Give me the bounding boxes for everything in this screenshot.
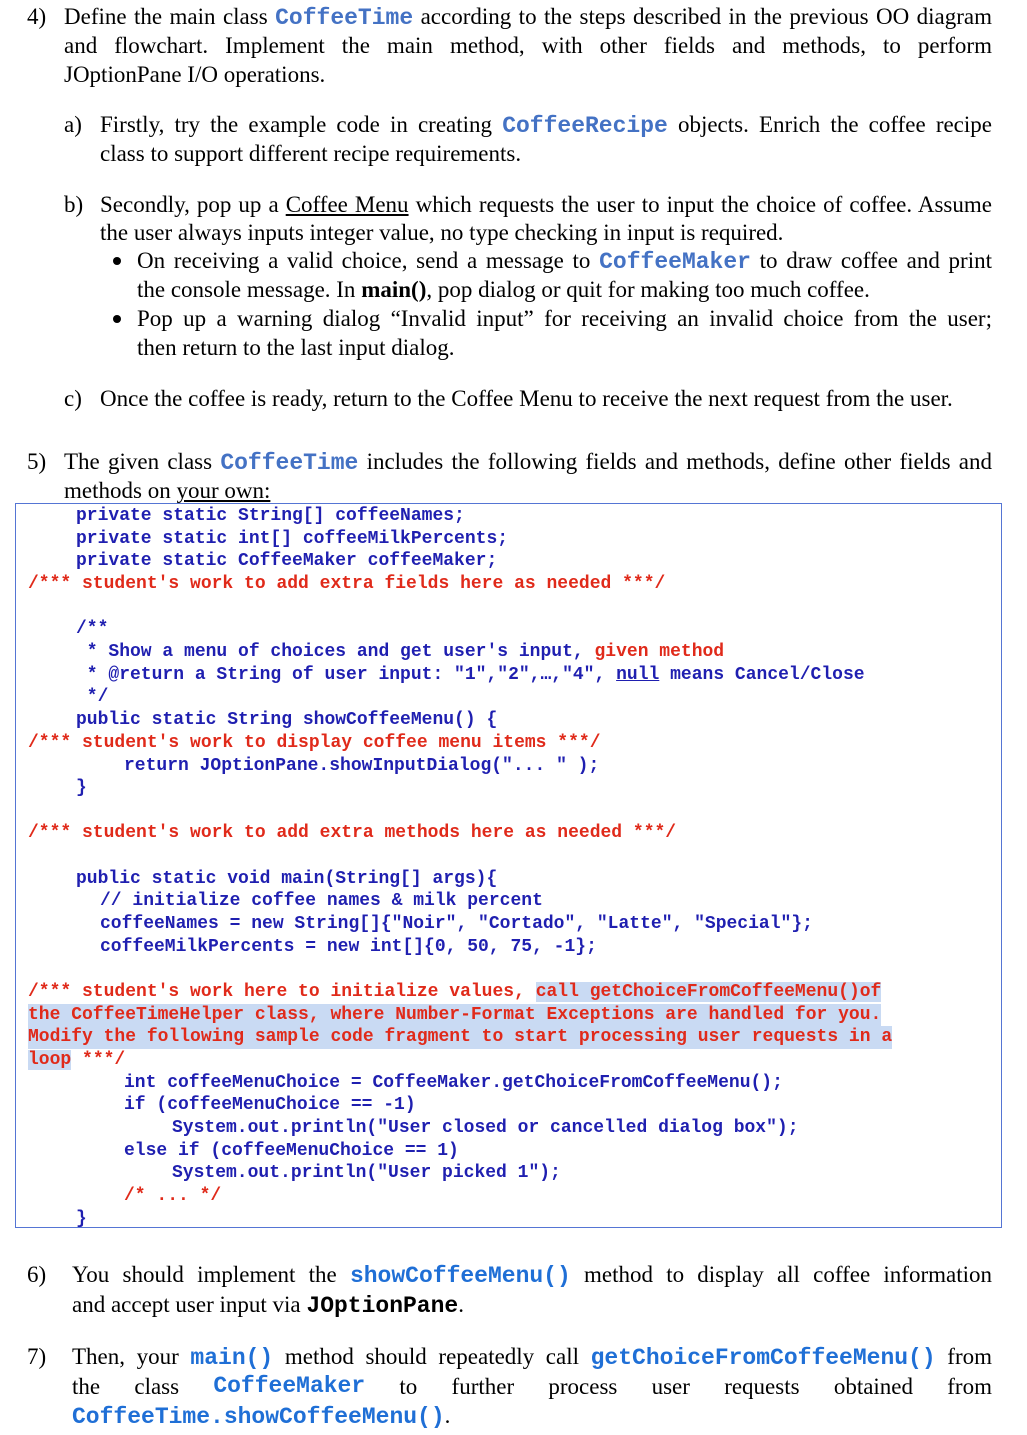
q7-line1 [72,1342,992,1373]
q4-text-pre: Define the main class [64,4,276,29]
code-line-21-end: ***/ [71,1050,126,1070]
q7-text-pre: Then, your [72,1344,191,1369]
q7-line2 [72,1372,992,1401]
q5-line2-underlined: your own: [176,478,271,503]
q5-line1 [64,447,992,478]
q7-main-method: main() [190,1345,274,1371]
q6-text-post: method to display all coffee information [570,1262,992,1287]
code-line-9: public static String showCoffeeMenu() { [76,710,498,730]
q4b-coffee-menu-underlined: Coffee Menu [285,192,409,217]
q4b-bullet2-line1: Pop up a warning dialog “Invalid input” for receiving an invalid choice from the user; [137,306,992,331]
q4a-line1 [100,110,992,141]
code-line-10-comment: /*** student's work to display coffee menu items ***/ [28,733,601,753]
code-line-21-loop: loop [28,1050,72,1070]
q4-text-line1-end: according to the steps described in the previous OO diagram [413,4,993,29]
code-line-6-a: * Show a menu of choices and get user's input, [76,642,595,662]
q4b-bullet1-bold: main() [361,277,427,302]
q4b-bullet1-line2: the console message. In main(), pop dialog or quit for making too much coffee. [137,277,870,302]
q4a-line2: class to support different recipe requirements. [100,141,522,166]
q7-text-mid: method should repeatedly call [273,1344,591,1369]
q5-line2-pre: methods on [64,478,177,503]
q6-line1 [72,1260,992,1291]
q7-class-name: CoffeeMaker [213,1373,366,1399]
q7-word-to: to [399,1374,418,1399]
q7-line3 [72,1401,450,1432]
q7-word-user: user [651,1374,690,1399]
q7-word-class: class [134,1374,180,1399]
code-line-7-c: means Cancel/Close [659,665,865,685]
q7-word-further: further [451,1374,515,1399]
code-line-5: /** [76,619,109,639]
q4b-bullet1-class: CoffeeMaker [599,249,751,275]
code-line-14: public static void main(String[] args){ [76,869,498,889]
q7-word-obtained: obtained [833,1374,914,1399]
code-line-26: System.out.println("User picked 1"); [172,1163,561,1183]
q4b-label: b) [64,192,84,217]
code-line-7-null: null [616,665,660,685]
code-line-24: System.out.println("User closed or cancelled dialog box"); [172,1118,799,1138]
q4a-text-line1-end: objects. Enrich the coffee recipe [667,112,992,137]
code-line-12: } [76,778,87,798]
q6-method-name: showCoffeeMenu() [349,1263,571,1289]
q5-text-post: includes the following fields and methods, define other fields and [358,449,992,474]
q7-line3-call: CoffeeTime.showCoffeeMenu() [72,1404,445,1430]
q4c-label: c) [64,386,82,411]
q4a-label: a) [64,112,82,137]
code-line-28: } [76,1209,87,1229]
code-line-15: // initialize coffee names & milk percent [100,891,543,911]
q6-line2-class: JOptionPane [306,1293,459,1319]
code-line-27: /* ... */ [124,1186,222,1206]
q4b-bullet1-post: , pop dialog or quit for making too much coffee. [426,277,870,302]
code-line-23: if (coffeeMenuChoice == -1) [124,1095,416,1115]
q4-class-name: CoffeeTime [275,5,414,31]
q6-line2 [72,1290,992,1321]
q5-text-pre: The given class [64,449,221,474]
q7-number: 7) [27,1344,47,1369]
code-line-2: private static int[] coffeeMilkPercents; [76,529,509,549]
q4b-bullet2-line2: then return to the last input dialog. [137,335,455,360]
q6-text-pre: You should implement the [72,1262,350,1287]
code-line-17: coffeeMilkPercents = new int[]{0, 50, 75, -1}; [100,937,597,957]
code-line-3: private static CoffeeMaker coffeeMaker; [76,551,498,571]
code-line-20: Modify the following sample code fragment to start processing user requests in a [28,1027,893,1047]
q4c-text: Once the coffee is ready, return to the Coffee Menu to receive the next request from the user. [100,386,953,411]
q4b-text-pre: Secondly, pop up a [100,192,286,217]
code-line-4-comment: /*** student's work to add extra fields here as needed ***/ [28,574,666,594]
code-line-21 [28,1049,125,1072]
code-line-25: else if (coffeeMenuChoice == 1) [124,1141,459,1161]
q5-number: 5) [27,449,47,474]
q4b-bullet1-line1 [137,246,992,277]
code-line-18 [28,981,881,1004]
q4b-bullet1-line1-end: to draw coffee and print [750,248,993,273]
code-line-7-a: * @return a String of user input: "1","2",…,"4", [76,665,617,685]
q6-line2-pre: and accept user input via [72,1292,307,1317]
code-line-11: return JOptionPane.showInputDialog("... " ); [124,756,600,776]
q7-word-process: process [548,1374,618,1399]
code-line-6 [76,641,724,664]
code-line-18-highlight: call getChoiceFromCoffeeMenu()of [535,982,882,1002]
q7-word-the: the [72,1374,101,1399]
code-line-16: coffeeNames = new String[]{"Noir", "Cortado", "Latte", "Special"}; [100,914,813,934]
q6-number: 6) [27,1262,47,1287]
q4b-line1 [100,190,992,219]
bullet-dot-2 [113,315,121,323]
code-line-19: the CoffeeTimeHelper class, where Number-Format Exceptions are handled for you. [28,1005,882,1025]
bullet-dot-1 [113,257,121,265]
q4-number: 4) [27,4,47,29]
q4b-text-line1-end: which requests the user to input the choice of coffee. Assume [408,192,992,217]
q4a-text-pre: Firstly, try the example code in creating [100,112,503,137]
q5-class-name: CoffeeTime [220,450,359,476]
code-line-22: int coffeeMenuChoice = CoffeeMaker.getChoiceFromCoffeeMenu(); [124,1073,783,1093]
q7-word-from: from [947,1374,992,1399]
q4b-line2: the user always inputs integer value, no type checking in input is required. [100,220,784,245]
code-line-13-comment: /*** student's work to add extra methods here as needed ***/ [28,823,677,843]
code-line-8: */ [76,687,109,707]
q4b-bullet1-pre: On receiving a valid choice, send a message to [137,248,600,273]
code-line-1: private static String[] coffeeNames; [76,506,465,526]
q4-line1 [64,2,992,33]
q5-line2 [64,476,992,505]
code-line-7 [76,664,865,687]
q7-word-requests: requests [724,1374,800,1399]
q7-method-name: getChoiceFromCoffeeMenu() [590,1345,936,1371]
q4-line3: JOptionPane I/O operations. [64,62,326,87]
q4-line2: and flowchart. Implement the main method, with other fields and methods, to perform [64,33,992,58]
code-line-18-a: /*** student's work here to initialize values, [28,982,536,1002]
q6-line2-post: . [458,1292,464,1317]
q7-text-post: from [935,1344,992,1369]
q7-line3-post: . [444,1403,451,1428]
code-line-6-b: given method [594,642,725,662]
q4a-class-name: CoffeeRecipe [502,113,668,139]
